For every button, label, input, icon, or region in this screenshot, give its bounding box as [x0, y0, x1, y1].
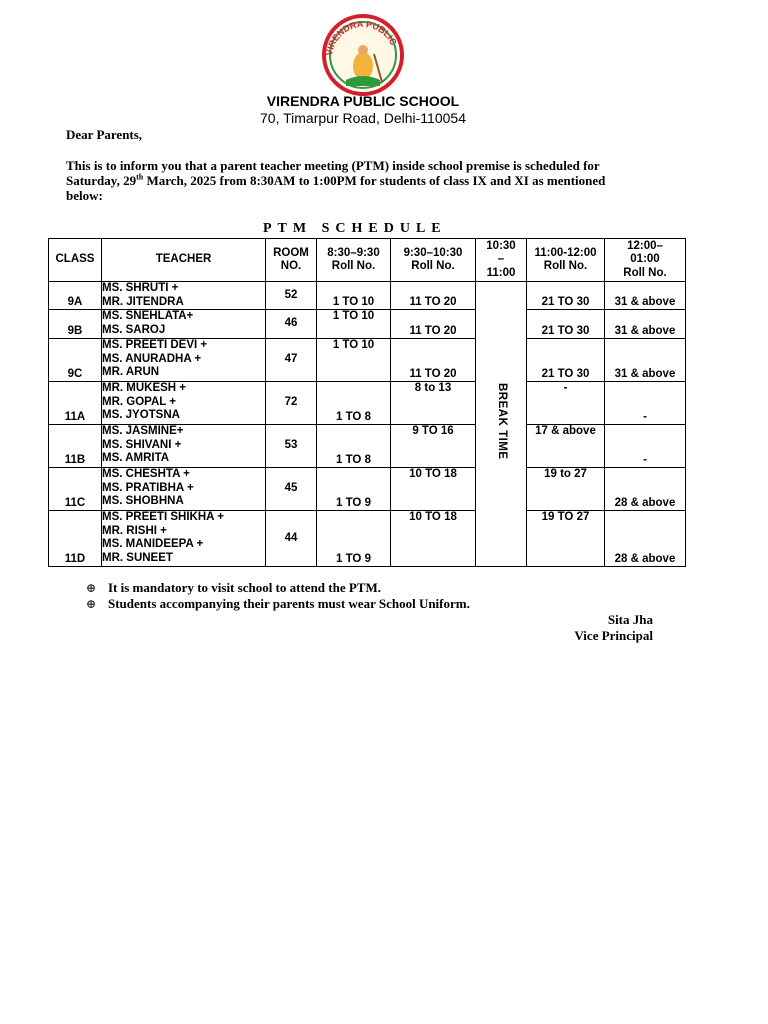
class-cell: 9B [49, 310, 102, 339]
slot-1-cell: 1 TO 10 [317, 282, 391, 310]
room-cell: 46 [266, 310, 317, 339]
intro-line-2 [66, 173, 646, 188]
teacher-name: MS. SHOBHNA [102, 495, 184, 507]
slot-4-cell: 28 & above [605, 468, 686, 511]
slot-2-cell: 11 TO 20 [391, 282, 476, 310]
header-class: CLASS [49, 239, 102, 282]
teacher-name: MS. JYOTSNA [102, 409, 180, 421]
teacher-name: MR. JITENDRA [102, 295, 184, 308]
schedule-title: PTM SCHEDULE [263, 221, 447, 236]
slot-2-cell: 10 TO 18 [391, 468, 476, 511]
teacher-name: MS. PREETI DEVI + [102, 339, 208, 351]
room-cell: 72 [266, 382, 317, 425]
circled-plus-icon: ⊕ [86, 596, 97, 611]
teacher-name: MS. MANIDEEPA + [102, 538, 204, 550]
table-row [49, 511, 686, 567]
slot-1-cell: 1 TO 8 [317, 382, 391, 425]
teacher-name: MR. MUKESH + [102, 382, 187, 394]
room-cell: 47 [266, 339, 317, 382]
header-teacher: TEACHER [102, 239, 266, 282]
header-slot-4: 12:00– 01:00 Roll No. [605, 239, 686, 282]
table-row [49, 310, 686, 339]
logo-text: VIRENDRA PUBLIC [324, 18, 399, 57]
slot-1-cell: 1 TO 10 [317, 310, 391, 339]
teacher-name: MR. GOPAL + [102, 395, 177, 408]
header-break: 10:30 – 11:00 [476, 239, 527, 282]
break-time-label: BREAK TIME [495, 383, 508, 461]
intro-line-1: This is to inform you that a parent teacher meeting (PTM) inside school premise is scheduled for [66, 158, 600, 173]
class-cell: 9A [49, 282, 102, 310]
teacher-cell [102, 382, 266, 425]
teacher-name: MR. RISHI + [102, 524, 167, 537]
slot-3-cell: 19 to 27 [527, 468, 605, 511]
teacher-cell [102, 468, 266, 511]
teacher-name: MS. SHRUTI + [102, 282, 179, 294]
intro-date-suffix: th [136, 172, 144, 182]
ptm-schedule-table [48, 238, 686, 567]
note-item [86, 596, 470, 612]
teacher-cell [102, 310, 266, 339]
intro-line-3: below: [66, 188, 103, 203]
school-logo [322, 14, 404, 96]
slot-3-cell: 19 TO 27 [527, 511, 605, 567]
teacher-name: MS. SAROJ [102, 323, 166, 336]
class-cell: 11B [49, 425, 102, 468]
teacher-cell [102, 425, 266, 468]
note-text: It is mandatory to visit school to attend the PTM. [108, 580, 381, 595]
teacher-name: MS. AMRITA [102, 452, 170, 464]
signature-block [574, 612, 653, 644]
letter-intro [66, 158, 646, 203]
teacher-name: MS. SNEHLATA+ [102, 310, 194, 322]
slot-2-cell: 10 TO 18 [391, 511, 476, 567]
teacher-name: MS. PRATIBHA + [102, 481, 194, 494]
break-time-cell [476, 282, 527, 567]
teacher-name: MR. SUNEET [102, 551, 173, 564]
slot-1-cell: 1 TO 9 [317, 468, 391, 511]
class-cell: 11A [49, 382, 102, 425]
school-name: VIRENDRA PUBLIC SCHOOL [266, 93, 460, 109]
room-cell: 44 [266, 511, 317, 567]
teacher-name: MS. SHIVANI + [102, 438, 182, 451]
room-cell: 52 [266, 282, 317, 310]
class-cell: 9C [49, 339, 102, 382]
teacher-name: MS. JASMINE+ [102, 425, 184, 437]
intro-date-prefix: Saturday, 29 [66, 173, 137, 188]
slot-4-cell: - [605, 382, 686, 425]
note-text: Students accompanying their parents must wear School Uniform. [108, 596, 470, 611]
class-cell: 11C [49, 468, 102, 511]
table-body [49, 282, 686, 567]
slot-1-cell: 1 TO 10 [317, 339, 391, 382]
slot-3-cell: 17 & above [527, 425, 605, 468]
teacher-name: MS. ANURADHA + [102, 352, 202, 365]
room-cell: 45 [266, 468, 317, 511]
slot-2-cell: 8 to 13 [391, 382, 476, 425]
header-slot-2: 9:30–10:30 Roll No. [391, 239, 476, 282]
slot-4-cell: 31 & above [605, 310, 686, 339]
slot-1-cell: 1 TO 8 [317, 425, 391, 468]
slot-2-cell: 11 TO 20 [391, 339, 476, 382]
slot-3-cell: - [527, 382, 605, 425]
room-cell: 53 [266, 425, 317, 468]
intro-date-rest: March, 2025 from 8:30AM to 1:00PM for students of class IX and XI as mentioned [143, 173, 606, 188]
teacher-cell [102, 511, 266, 567]
table-row [49, 425, 686, 468]
circled-plus-icon: ⊕ [86, 580, 97, 595]
slot-4-cell: - [605, 425, 686, 468]
teacher-name: MR. ARUN [102, 366, 160, 378]
header-slot-3: 11:00-12:00 Roll No. [527, 239, 605, 282]
teacher-name: MS. PREETI SHIKHA + [102, 511, 224, 523]
class-cell: 11D [49, 511, 102, 567]
header-slot-1: 8:30–9:30 Roll No. [317, 239, 391, 282]
slot-3-cell: 21 TO 30 [527, 310, 605, 339]
table-row [49, 282, 686, 310]
table-row [49, 468, 686, 511]
slot-2-cell: 11 TO 20 [391, 310, 476, 339]
signatory-name: Sita Jha [607, 612, 653, 627]
table-row [49, 339, 686, 382]
teacher-name: MS. CHESHTA + [102, 468, 190, 480]
slot-1-cell: 1 TO 9 [317, 511, 391, 567]
teacher-cell [102, 339, 266, 382]
header-room: ROOM NO. [266, 239, 317, 282]
note-item [86, 580, 470, 596]
slot-3-cell: 21 TO 30 [527, 282, 605, 310]
signatory-title: Vice Principal [574, 628, 653, 643]
slot-4-cell: 31 & above [605, 339, 686, 382]
letter-greeting: Dear Parents, [66, 127, 143, 142]
teacher-cell [102, 282, 266, 310]
school-address: 70, Timarpur Road, Delhi-110054 [260, 110, 466, 126]
table-row [49, 382, 686, 425]
notes-list [86, 580, 470, 612]
slot-3-cell: 21 TO 30 [527, 339, 605, 382]
slot-4-cell: 31 & above [605, 282, 686, 310]
slot-2-cell: 9 TO 16 [391, 425, 476, 468]
table-header-row [49, 239, 686, 282]
slot-4-cell: 28 & above [605, 511, 686, 567]
